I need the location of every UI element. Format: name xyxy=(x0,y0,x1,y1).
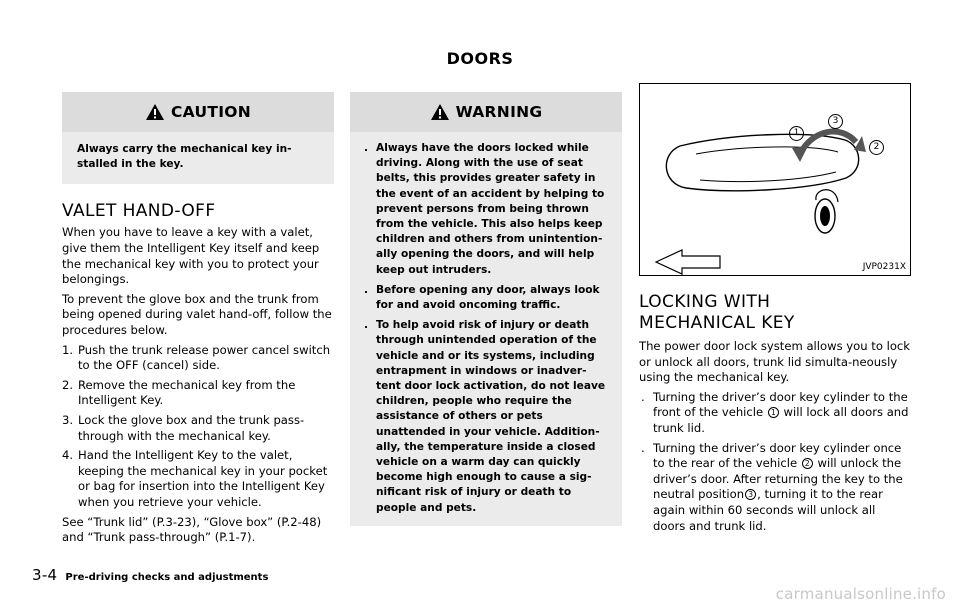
locking-bullet-text xyxy=(653,441,911,535)
caution-text: Always carry the mechanical key in-stalled in the key. xyxy=(62,132,334,184)
door-key-figure xyxy=(639,83,911,276)
caution-icon xyxy=(145,103,165,121)
bullet-mark: . xyxy=(364,142,369,154)
warning-bullet-text: Always have the doors locked while driving. Along with the use of seat belts, this provides greater safety in the event of an accident by helping to prevent persons from being thrown from the vehicle. This also helps keep children and others from unintention-ally opening the doors, and will help keep out intruders. xyxy=(376,142,605,276)
right-column xyxy=(639,83,911,534)
warning-bullet xyxy=(362,318,610,516)
step-item xyxy=(62,413,334,444)
step-number: 2. xyxy=(62,377,74,392)
middle-column xyxy=(350,92,622,526)
caution-heading: CAUTION xyxy=(170,103,252,121)
callout-3: 3 xyxy=(828,114,843,129)
callout-1: 1 xyxy=(789,126,804,141)
step-number: 1. xyxy=(62,342,74,357)
warning-icon xyxy=(430,103,450,121)
caution-box xyxy=(62,92,334,184)
step-number: 3. xyxy=(62,412,74,427)
callout-ref-3: 3 xyxy=(745,489,756,500)
page-title: DOORS xyxy=(446,49,514,68)
step-text: Lock the glove box and the trunk pass-through with the mechanical key. xyxy=(78,412,305,443)
callout-ref-2: 2 xyxy=(802,458,813,469)
locking-intro: The power door lock system allows you to lock or unlock all doors, trunk lid simulta-neously using the mechanical key. xyxy=(639,339,911,385)
warning-bullet xyxy=(362,141,610,278)
callout-ref-1: 1 xyxy=(768,407,779,418)
warning-box xyxy=(350,92,622,526)
warning-header xyxy=(350,92,622,132)
page-footer xyxy=(32,566,268,584)
door-handle-illustration xyxy=(640,84,911,276)
locking-bullet xyxy=(639,390,911,437)
locking-b1-post: will lock all doors and trunk lid. xyxy=(653,405,909,435)
caution-header xyxy=(62,92,334,132)
warning-bullet xyxy=(362,283,610,313)
valet-prevent: To prevent the glove box and the trunk from being opened during valet hand-off, follow the procedures below. xyxy=(62,291,332,337)
page-number: 3-4 xyxy=(32,566,58,584)
locking-b2-post: , turning it to the rear again within 60 seconds will unlock all doors and trunk lid. xyxy=(653,487,883,533)
warning-text xyxy=(350,132,622,526)
step-text: Hand the Intelligent Key to the valet, keeping the mechanical key in your pocket or bag for insertion into the Intelligent Key when you retrieve your vehicle. xyxy=(78,448,328,509)
callout-2: 2 xyxy=(869,140,884,155)
bullet-mark: . xyxy=(364,283,369,296)
warning-bullet-text: Before opening any door, always look for and avoid oncoming traffic. xyxy=(376,283,600,312)
valet-intro: When you have to leave a key with a valet, give them the Intelligent Key itself and keep the mechanical key with you to protect your belongings. xyxy=(62,225,320,287)
section-name: Pre-driving checks and adjustments xyxy=(65,572,269,583)
locking-title: LOCKING WITH MECHANICAL KEY xyxy=(639,292,795,333)
step-item xyxy=(62,448,334,510)
locking-b2-pre: Turning the driver’s door key cylinder once to the rear of the vehicle xyxy=(653,440,902,471)
figure-code: JVP0231X xyxy=(862,262,906,272)
locking-bullet xyxy=(639,441,911,535)
locking-b1-pre: Turning the driver’s door key cylinder to the front of the vehicle xyxy=(653,389,908,420)
bullet-mark: . xyxy=(641,389,645,404)
step-item xyxy=(62,378,334,409)
step-item xyxy=(62,343,334,374)
locking-b2-mid: will unlock the driver’s door. After returning the key to the neutral position xyxy=(653,456,903,502)
warning-bullet-text: To help avoid risk of injury or death through unintended operation of the vehicle and or its systems, including entrapment in windows or inadver-tent door lock activation, do not leave children, people who require the assistance of others or pets unattended in your vehicle. Addition-ally, the temperature inside a closed vehicle on a warm day can quickly become high enough to cause a sig-nificant risk of injury or death to people and pets. xyxy=(376,319,606,514)
step-number: 4. xyxy=(62,448,74,463)
warning-heading: WARNING xyxy=(455,103,543,121)
valet-see-also: See “Trunk lid” (P.3-23), “Glove box” (P.2-48) and “Trunk pass-through” (P.1-7). xyxy=(62,514,322,545)
step-text: Remove the mechanical key from the Intelligent Key. xyxy=(78,377,296,408)
step-text: Push the trunk release power cancel switch to the OFF (cancel) side. xyxy=(78,342,331,373)
valet-title: VALET HAND-OFF xyxy=(62,201,216,222)
locking-bullet-text xyxy=(653,390,911,437)
left-column xyxy=(62,92,334,546)
watermark: carmanualsonline.info xyxy=(775,585,946,603)
bullet-mark: . xyxy=(641,440,645,455)
bullet-mark: . xyxy=(364,319,369,332)
